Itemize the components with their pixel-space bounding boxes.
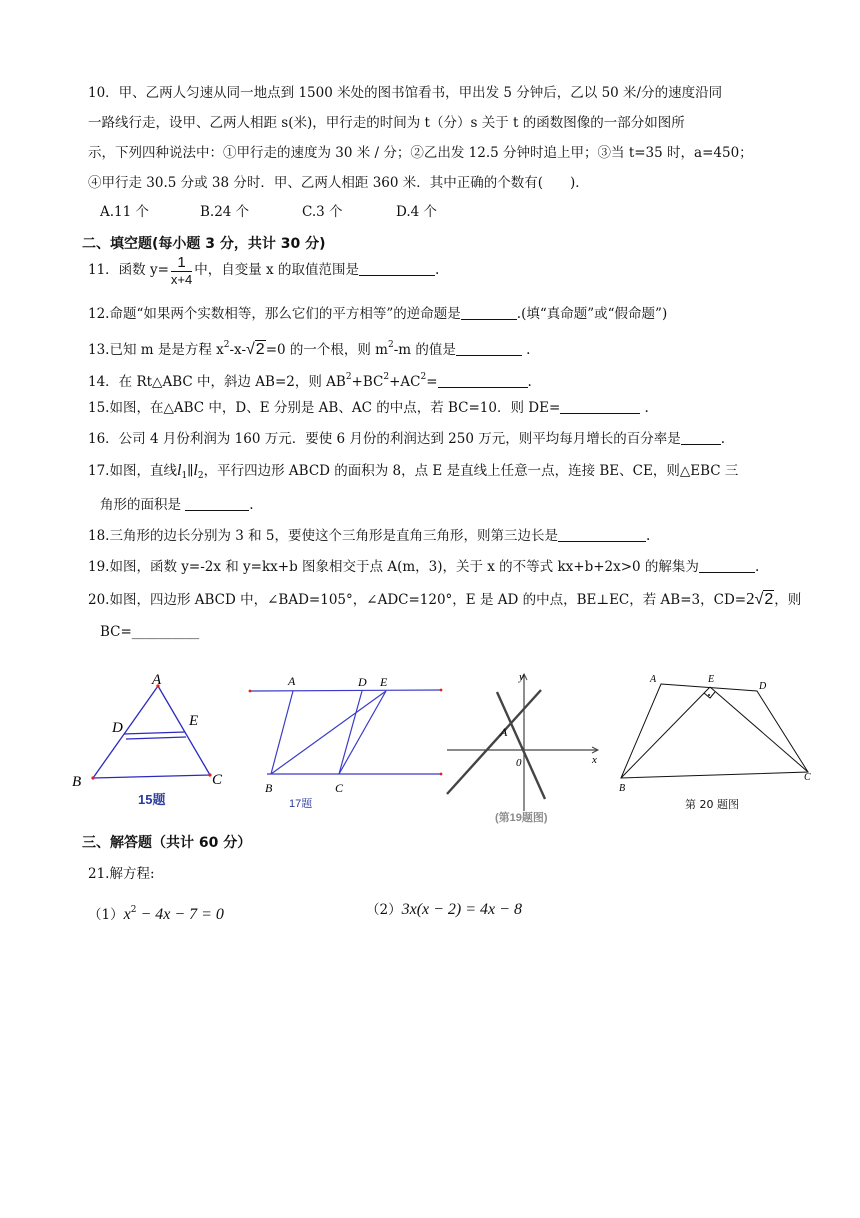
q20-coef: 2 bbox=[746, 589, 755, 608]
q21-p1-rest: − 4x − 7 = 0 bbox=[136, 906, 224, 923]
q12-answer-blank[interactable] bbox=[461, 305, 517, 320]
q18-answer-blank[interactable] bbox=[558, 527, 646, 542]
f15-label-a: A bbox=[152, 672, 162, 688]
q10-line3: 示，下列四种说法中：①甲行走的速度为 30 米 / 分；②乙出发 12.5 分钟时追上甲；③当 t=35 时，a=450； bbox=[88, 145, 753, 161]
q21-p2-equation: 3x(x − 2) = 4x − 8 bbox=[401, 901, 522, 918]
q14-pre: 14．在 Rt△ABC 中，斜边 AB=2，则 AB bbox=[88, 374, 346, 390]
f20-dot bbox=[708, 694, 710, 696]
q20-line2: BC=__________ bbox=[100, 624, 200, 640]
f17-side-dc bbox=[339, 691, 362, 774]
f17-label-a: A bbox=[288, 674, 296, 688]
q15 bbox=[88, 399, 649, 417]
q14-answer-blank[interactable] bbox=[438, 373, 528, 388]
q16 bbox=[88, 430, 725, 448]
q13-end: . bbox=[521, 342, 531, 358]
f19-caption: (第19题图) bbox=[495, 812, 548, 824]
q14-exp3: 2 bbox=[420, 372, 427, 382]
f19-label-y: y bbox=[519, 671, 524, 683]
f15-side-ab bbox=[93, 686, 158, 778]
figure-15 bbox=[60, 668, 240, 818]
q17-line1 bbox=[88, 462, 738, 485]
f17-caption: 17题 bbox=[289, 798, 313, 810]
f20-label-c: C bbox=[804, 772, 811, 783]
q14-p3: +AC bbox=[389, 374, 421, 390]
f19-line-kx-b bbox=[447, 690, 541, 794]
q21-p1-label: （1） bbox=[88, 907, 124, 923]
q12-pre: 12.命题“如果两个实数相等，那么它们的平方相等”的逆命题是 bbox=[88, 306, 461, 322]
q13-answer-blank[interactable] bbox=[456, 341, 522, 356]
q18-pre: 18.三角形的边长分别为 3 和 5，要使这个三角形是直角三角形，则第三边长是 bbox=[88, 528, 559, 544]
q20-sqrt: √2 bbox=[754, 591, 774, 608]
f15-label-c: C bbox=[212, 772, 223, 788]
q10-line1: 10．甲、乙两人匀速从同一地点到 1500 米处的图书馆看书，甲出发 5 分钟后，乙以 50 米/分的速度沿同 bbox=[88, 85, 723, 101]
f17-segment-be bbox=[271, 691, 386, 774]
q17-l2: l bbox=[193, 462, 198, 479]
q17-sub1: 1 bbox=[181, 471, 188, 481]
q18-end: . bbox=[646, 528, 651, 544]
q13-pre: 13.已知 m 是是方程 x bbox=[88, 342, 224, 358]
figure-19 bbox=[440, 668, 610, 828]
f17-label-d: D bbox=[358, 675, 367, 689]
f17-label-e: E bbox=[380, 675, 388, 689]
f20-label-e: E bbox=[708, 674, 715, 685]
f15-caption: 15题 bbox=[138, 792, 166, 807]
q21-p1-exp: 2 bbox=[130, 905, 137, 915]
q17-post: ，平行四边形 ABCD 的面积为 8，点 E 是直线上任意一点，连接 BE、CE，则△EBC 三 bbox=[203, 463, 739, 479]
q17-answer-blank[interactable] bbox=[185, 496, 249, 511]
q15-pre: 15.如图，在△ABC 中，D、E 分别是 AB、AC 的中点，若 BC=10．则 DE= bbox=[88, 400, 561, 416]
f19-label-x: x bbox=[592, 754, 597, 766]
q10-line4: ④甲行走 30.5 分或 38 分时．甲、乙两人相距 360 米．其中正确的个数有( )． bbox=[88, 175, 589, 191]
q16-end: . bbox=[720, 431, 726, 447]
q15-end: . bbox=[640, 400, 649, 416]
q19 bbox=[88, 558, 759, 576]
q13-post: =0 的一个根，则 m bbox=[265, 342, 388, 358]
q14-end: . bbox=[527, 374, 532, 390]
q20-pre: 20.如图，四边形 ABCD 中，∠BAD=105°，∠ADC=120°，E 是 AD 的中点，BE⊥EC，若 AB=3，CD= bbox=[88, 592, 747, 608]
f15-label-d: D bbox=[112, 720, 123, 736]
f20-label-b: B bbox=[619, 783, 626, 794]
f15-segment-de bbox=[124, 732, 185, 734]
f15-side-ac bbox=[158, 686, 210, 775]
f19-label-a: A bbox=[500, 725, 508, 739]
f17-label-b: B bbox=[265, 781, 273, 795]
f17-line-l1 bbox=[250, 690, 441, 691]
f17-label-c: C bbox=[335, 781, 344, 795]
q14-exp1: 2 bbox=[345, 372, 352, 382]
f17-segment-ce bbox=[339, 691, 386, 774]
q17-l1: l bbox=[176, 462, 182, 479]
q11-numerator: 1 bbox=[171, 254, 192, 272]
q13-exp1: 2 bbox=[223, 340, 230, 350]
q21-part2 bbox=[366, 898, 522, 922]
q10-option-c: C.3 个 bbox=[302, 204, 343, 220]
q10-option-d: D.4 个 bbox=[396, 204, 438, 220]
q16-answer-blank[interactable] bbox=[681, 430, 721, 445]
q21-p2-label: （2） bbox=[366, 902, 402, 918]
q19-pre: 19.如图，函数 y=-2x 和 y=kx+b 图象相交于点 A(m，3)，关于 x 的不等式 kx+b+2x>0 的解集为 bbox=[88, 559, 699, 575]
q19-answer-blank[interactable] bbox=[699, 558, 755, 573]
q11-post: 中，自变量 x 的取值范围是 bbox=[194, 262, 359, 278]
section-2-title: 二、填空题(每小题 3 分，共计 30 分) bbox=[82, 236, 326, 252]
q14-exp2: 2 bbox=[383, 372, 390, 382]
q19-end: . bbox=[754, 559, 760, 575]
q20-post: ，则 bbox=[774, 592, 802, 608]
section-3-title: 三、解答题（共计 60 分） bbox=[82, 835, 252, 851]
q17-end: . bbox=[249, 497, 254, 513]
f20-quadrilateral bbox=[621, 684, 808, 778]
f15-segment-de-2 bbox=[126, 737, 186, 739]
f20-label-d: D bbox=[759, 681, 767, 692]
q14-p2: +BC bbox=[351, 374, 384, 390]
q12 bbox=[88, 305, 667, 323]
q21-title: 21.解方程: bbox=[88, 866, 155, 882]
q16-pre: 16．公司 4 月份利润为 160 万元．要使 6 月份的利润达到 250 万元，则平均每月增长的百分率是 bbox=[88, 431, 681, 447]
f15-point-b bbox=[91, 776, 94, 779]
q14 bbox=[88, 368, 532, 391]
q13 bbox=[88, 336, 530, 359]
q13-exp2: 2 bbox=[387, 340, 394, 350]
f17-side-ab bbox=[271, 691, 293, 774]
q20-radicand: 2 bbox=[764, 591, 774, 608]
f19-line-y-minus-2x bbox=[497, 692, 545, 799]
q10-line2: 一路线行走，设甲、乙两人相距 s(米)，甲行走的时间为 t（分）s 关于 t 的函数图像的一部分如图所 bbox=[88, 115, 685, 131]
q20-line1 bbox=[88, 590, 801, 609]
q15-answer-blank[interactable] bbox=[560, 399, 640, 414]
q12-post: .(填“真命题”或“假命题”) bbox=[516, 306, 668, 322]
f20-caption: 第 20 题图 bbox=[685, 798, 739, 811]
q18 bbox=[88, 527, 650, 545]
figure-20 bbox=[612, 668, 822, 818]
q10-option-b: B.24 个 bbox=[200, 204, 250, 220]
f20-segment-be bbox=[621, 687, 710, 778]
q11-fraction bbox=[171, 254, 192, 288]
q10-option-a: A.11 个 bbox=[100, 204, 150, 220]
f15-label-b: B bbox=[72, 774, 82, 790]
q13-mid: -x- bbox=[229, 342, 246, 358]
q11-answer-blank[interactable] bbox=[359, 261, 435, 276]
q11-denominator: x+4 bbox=[170, 271, 193, 287]
q17-line2 bbox=[100, 496, 254, 514]
q21-part1 bbox=[88, 898, 224, 922]
f17-dot-1 bbox=[249, 690, 252, 693]
q14-p4: = bbox=[426, 374, 438, 390]
q11-pre: 11．函数 y= bbox=[88, 262, 169, 278]
q17-pre: 17.如图，直线 bbox=[88, 463, 177, 479]
f20-segment-ce bbox=[710, 687, 808, 772]
q11 bbox=[88, 252, 439, 288]
q17-line2-pre: 角形的面积是 bbox=[100, 497, 186, 513]
q13-post2: -m 的值是 bbox=[393, 342, 456, 358]
q17-sub2: 2 bbox=[197, 471, 204, 481]
q21-p1-x: x bbox=[123, 906, 131, 923]
f20-label-a: A bbox=[650, 674, 657, 685]
q11-end: . bbox=[434, 262, 440, 278]
q17-parallel: ∥ bbox=[187, 463, 194, 479]
figure-17 bbox=[245, 668, 445, 818]
q13-sqrt: √2 bbox=[246, 341, 265, 358]
q13-radicand: 2 bbox=[255, 341, 265, 358]
f15-side-bc bbox=[93, 775, 210, 778]
f19-label-origin: 0 bbox=[516, 757, 522, 769]
f15-label-e: E bbox=[189, 713, 199, 729]
